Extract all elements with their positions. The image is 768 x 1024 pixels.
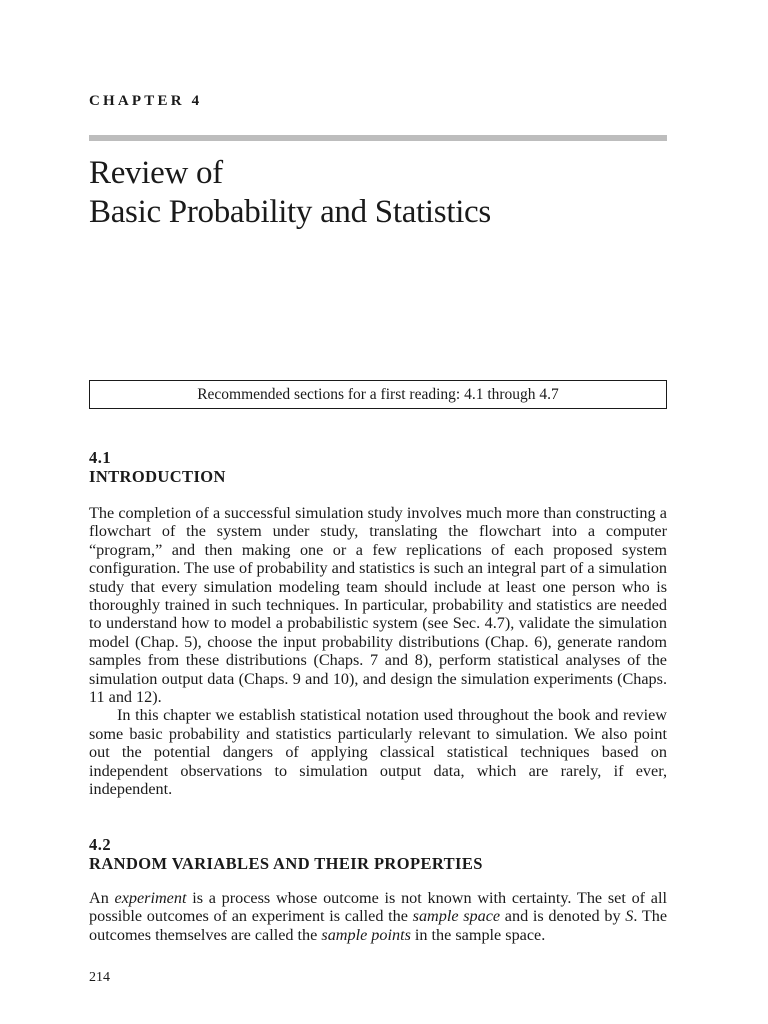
section-title: INTRODUCTION bbox=[89, 467, 226, 486]
text-run: in the sample space. bbox=[410, 925, 546, 944]
section-4-1 bbox=[89, 448, 667, 799]
page-number: 214 bbox=[89, 970, 110, 985]
term-sample-points: sample points bbox=[321, 925, 411, 944]
term-experiment: experiment bbox=[114, 889, 187, 907]
section-4-2 bbox=[89, 835, 667, 944]
paragraph: In this chapter we establish statistical notation used throughout the book and review some basic probability and statistics particularly relevant to simulation. We also point out the potential dangers of applying classical statistical techniques based on independent observations to simulation output data, which are rarely, if ever, independent. bbox=[89, 706, 667, 799]
chapter-title-line1: Review of bbox=[89, 155, 223, 191]
text-run: is a process whose outcome is not known with certainty. The set of all possible outcomes of an experiment is called the bbox=[89, 889, 667, 926]
chapter-label: CHAPTER 4 bbox=[89, 93, 203, 109]
section-number: 4.1 bbox=[89, 448, 112, 467]
symbol-s: S bbox=[625, 907, 634, 926]
paragraph: The completion of a successful simulation study involves much more than constructing a flowchart of the system under study, translating the flowchart into a computer “program,” and then making one or a few replications of each proposed system configuration. The use of probability and statistics is such an integral part of a simulation study that every simulation modeling team should include at least one person who is thoroughly trained in such techniques. In particular, probability and statistics are needed to understand how to model a probabilistic system (see Sec. 4.7), validate the simulation model (Chap. 5), choose the input probability distributions (Chap. 6), generate random samples from these distributions (Chaps. 7 and 8), perform statistical analyses of the simulation output data (Chaps. 9 and 10), and design the simulation experiments (Chaps. 11 and 12). bbox=[89, 504, 667, 707]
text-run: An bbox=[89, 889, 115, 907]
recommended-sections-box bbox=[89, 380, 667, 409]
text-run: and is denoted by bbox=[500, 907, 626, 926]
paragraph bbox=[89, 889, 667, 944]
chapter-rule bbox=[89, 135, 667, 141]
section-title: RANDOM VARIABLES AND THEIR PROPERTIES bbox=[89, 854, 483, 873]
section-number: 4.2 bbox=[89, 835, 112, 854]
chapter-title-line2: Basic Probability and Statistics bbox=[89, 194, 491, 230]
recommended-sections-text: Recommended sections for a first reading: 4.1 through 4.7 bbox=[197, 385, 559, 403]
text-run: . The outcomes themselves are called the bbox=[89, 907, 667, 944]
chapter-title bbox=[89, 154, 491, 232]
term-sample-space: sample space bbox=[412, 907, 501, 926]
